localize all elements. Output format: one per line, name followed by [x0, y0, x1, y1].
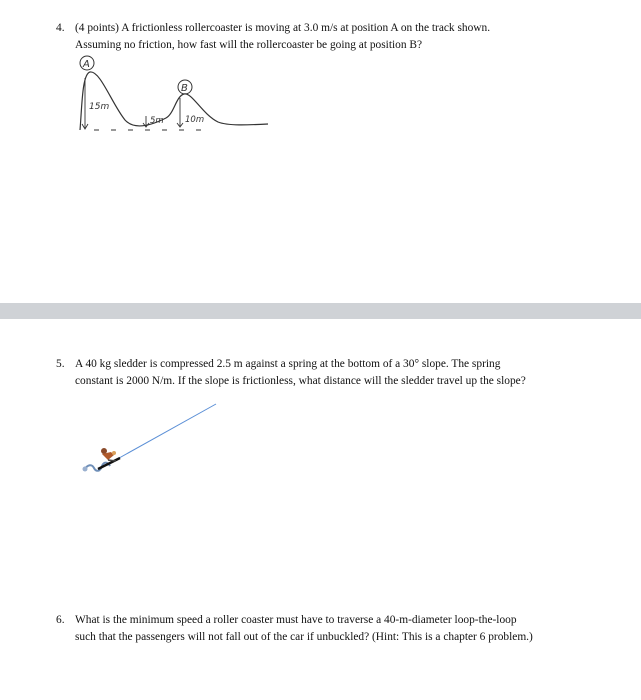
question-text [75, 356, 526, 390]
question-number: 4. [56, 22, 65, 34]
slope-line [112, 404, 216, 462]
question-line: constant is 2000 N/m. If the slope is frictionless, what distance will the sledder travel up the slope? [75, 375, 526, 387]
page-divider [0, 303, 641, 319]
sledder-figure-icon [101, 448, 116, 461]
question-text [75, 20, 490, 54]
height-b-label: 10m [185, 115, 205, 125]
question-line: (4 points) A frictionless rollercoaster is moving at 3.0 m/s at position A on the track shown. [75, 22, 491, 34]
track-curve [80, 72, 268, 130]
question-line: A 40 kg sledder is compressed 2.5 m against a spring at the bottom of a 30° slope. The spring [75, 358, 501, 370]
question-line: What is the minimum speed a roller coaster must have to traverse a 40-m-diameter loop-the-loop [75, 614, 517, 626]
question-number: 5. [56, 358, 65, 370]
question-line: Assuming no friction, how fast will the rollercoaster be going at position B? [75, 39, 423, 51]
question-5 [56, 356, 616, 396]
height-a-label: 15m [89, 102, 110, 112]
question-text [75, 612, 533, 646]
question-line: such that the passengers will not fall out of the car if unbuckled? (Hint: This is a chapter 6 problem.) [75, 631, 533, 643]
question-6 [56, 612, 636, 652]
question-number: 6. [56, 614, 65, 626]
slope-sledder-diagram [78, 398, 228, 488]
position-a-label: A [83, 59, 90, 70]
height-dip-label: 5m [150, 116, 164, 126]
position-b-label: B [181, 83, 188, 94]
rollercoaster-track-diagram [70, 52, 280, 142]
